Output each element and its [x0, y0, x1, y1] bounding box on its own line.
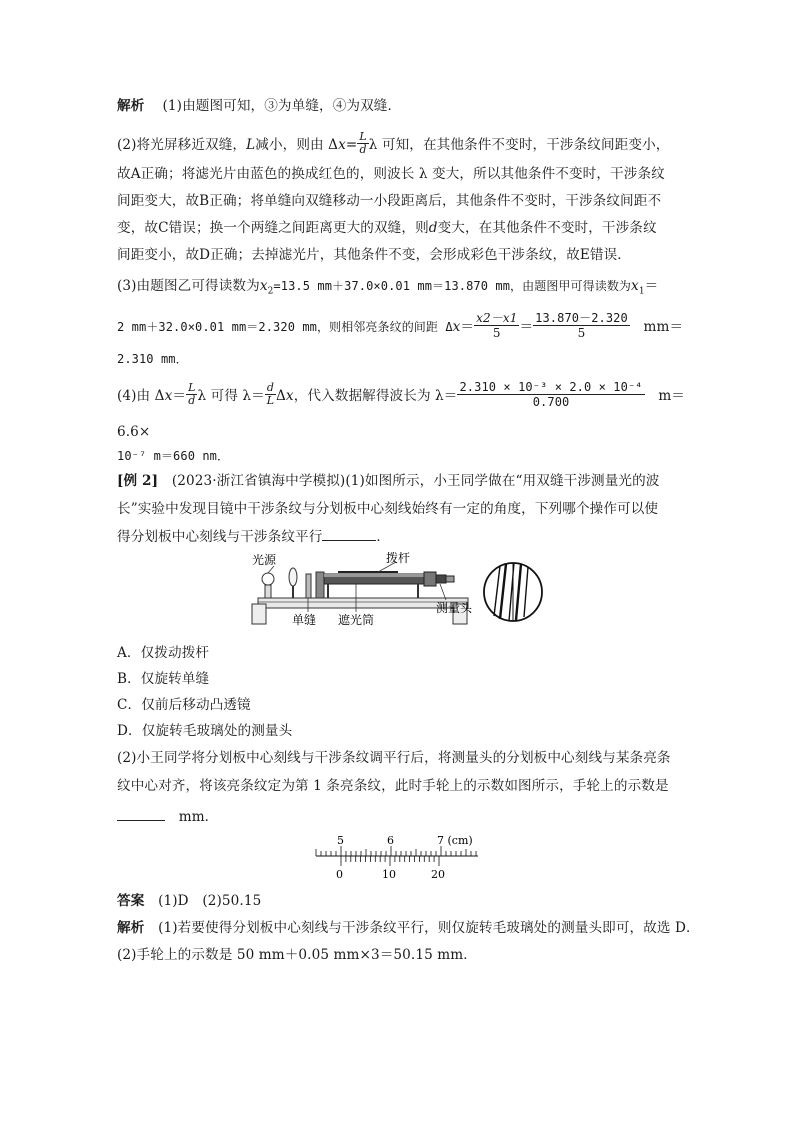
answer-text: (1)D (2)50.15: [158, 893, 262, 909]
var-x: x: [164, 388, 173, 404]
analysis1-line11: 6.6×: [117, 424, 151, 440]
frac-den: d: [359, 143, 367, 156]
example-label: [例 2]: [117, 473, 159, 489]
example2-line1: [117, 471, 679, 491]
bench-leg-left: [252, 604, 266, 624]
subscript: 2: [267, 286, 274, 297]
text-run: 变大，在其他条件不变时，干涉条纹: [437, 220, 657, 236]
text-run: (2)将光屏移近双缝，: [117, 137, 247, 153]
text-run: (3)由题图乙可得读数为: [117, 278, 260, 294]
fraction-L-over-d: [186, 382, 197, 407]
text-run: ＝: [460, 319, 475, 335]
example2-line2: 长”实验中发现目镜中干涉条纹与分划板中心刻线始终有一定的角度，下列哪个操作可以使: [117, 501, 659, 517]
text-run: (4)由 Δ: [117, 388, 165, 404]
main-label-5: 5: [337, 834, 344, 847]
shade-tube-label: 遮光筒: [338, 613, 375, 627]
fraction-values: [533, 311, 630, 340]
example2-q2-line3: [117, 806, 679, 827]
answer-line: [117, 891, 679, 911]
frac-num: d: [266, 381, 274, 394]
example2-line3: [117, 526, 679, 547]
text-run: ＝: [644, 278, 659, 294]
subscript: 1: [638, 286, 645, 297]
option-c[interactable]: C．仅前后移动凸透镜: [117, 697, 251, 713]
text-run: Δ: [276, 388, 286, 404]
fraction-L-over-d: [357, 131, 368, 156]
option-b[interactable]: B．仅旋转单缝: [117, 671, 210, 687]
frac-num: L: [359, 130, 367, 143]
text-run: λ 可知，在其他条件不变时，干涉条纹间距变小，: [368, 137, 670, 153]
example2-q2-line2: 纹中心对齐，将该亮条纹定为第 1 条亮条纹，此时手轮上的示数如图所示，手轮上的示数是: [117, 778, 669, 794]
text-run: 变，故C错误；换一个两缝之间距离更大的双缝，则: [117, 220, 429, 236]
text-run: mm＝: [643, 319, 684, 335]
single-slit-label: 单缝: [292, 613, 317, 627]
text-run: m＝: [658, 388, 685, 404]
frac-den: 5: [577, 326, 586, 340]
text-run: 减小，则由 Δ: [255, 137, 339, 153]
analysis1-line9: 2.310 mm．: [117, 352, 188, 366]
var-x: x: [259, 278, 268, 294]
option-a[interactable]: A．仅拨动拨杆: [117, 645, 210, 661]
analysis1-line8: [117, 311, 684, 342]
analysis1-line10: [117, 380, 685, 411]
option-d[interactable]: D．仅旋转毛玻璃处的测量头: [117, 723, 293, 739]
analysis1-line12: 10⁻⁷ m＝660 nm．: [117, 449, 230, 463]
light-source-label: 光源: [252, 553, 277, 567]
analysis-label: 解析: [117, 920, 145, 936]
answer-blank[interactable]: [117, 806, 165, 821]
var-x: x: [631, 278, 639, 294]
frac-num: x2－x1: [476, 311, 518, 325]
var-x: x: [452, 319, 461, 335]
analysis1-p1: (1)由题图可知，③为单缝，④为双缝．: [162, 98, 402, 114]
bulb-stand: [265, 585, 271, 598]
caliper-vernier-scale: [341, 856, 439, 866]
single-slit-holder: [306, 574, 311, 598]
caliper-figure: [312, 832, 482, 882]
analysis2-line2: (2)手轮上的示数是 50 mm＋0.05 mm×3＝50.15 mm．: [117, 947, 477, 963]
text-run: =: [345, 137, 358, 153]
fraction-wavelength: [457, 380, 644, 409]
vernier-label-10: 10: [382, 868, 396, 881]
frac-num: L: [188, 381, 196, 394]
apparatus-figure: [248, 552, 548, 632]
example2-q2-line1: (2)小王同学将分划板中心刻线与干涉条纹调平行后，将测量头的分划板中心刻线与某条亮条: [117, 750, 671, 766]
frac-den: L: [266, 394, 275, 407]
eyepiece-view: [484, 563, 542, 621]
caliper-main-scale: [316, 846, 476, 856]
text-run: =13.5 mm＋37.0×0.01 mm＝13.870 mm，由题图甲可得读数为: [273, 279, 632, 293]
answer-blank[interactable]: [322, 526, 376, 541]
frac-num: 2.310 × 10⁻³ × 2.0 × 10⁻⁴: [459, 380, 643, 394]
main-label-6: 6: [387, 834, 394, 847]
text-run: ，代入数据解得波长为 λ＝: [293, 388, 458, 404]
fraction-d-over-L: [265, 382, 276, 407]
analysis1-line3: 故A正确；将滤光片由蓝色的换成红色的，则波长 λ 变大，所以其他条件不变时，干涉条纹: [117, 166, 665, 182]
analysis1-line4: 间距变大，故B正确；将单缝向双缝移动一小段距离后，其他条件不变时，干涉条纹间距不: [117, 193, 662, 209]
analysis1-line6: 间距变小，故D正确；去掉滤光片，其他条件不变，会形成彩色干涉条纹，故E错误．: [117, 247, 631, 263]
var-x: x: [338, 137, 346, 153]
text-run: 2 mm＋32.0×0.01 mm＝2.320 mm，则相邻亮条纹的间距 Δ: [117, 320, 453, 334]
text-run: (2023·浙江省镇海中学模拟)(1)如图所示，小王同学做在“用双缝干涉测量光的波: [171, 473, 660, 489]
analysis1-line1: [117, 96, 679, 116]
text-run: ＝: [172, 388, 187, 404]
bulb-icon: [262, 573, 274, 585]
fraction-x2-x1: [474, 311, 519, 340]
main-label-7: 7 (cm): [437, 834, 473, 847]
analysis1-line7: [117, 276, 679, 302]
text-run: (1)若要使得分划板中心刻线与干涉条纹平行，则仅旋转毛玻璃处的测量头即可，故选 D．: [158, 920, 700, 936]
lever-label: 拨杆: [386, 552, 411, 565]
var-L: L: [246, 137, 256, 153]
analysis1-line5: [117, 218, 679, 238]
lens-icon: [289, 568, 297, 586]
frac-num: 13.870－2.320: [535, 311, 628, 325]
vernier-label-0: 0: [336, 868, 343, 881]
frac-den: d: [188, 394, 196, 407]
analysis-label: 解析: [117, 98, 145, 114]
measuring-head: [424, 572, 436, 586]
vernier-label-20: 20: [431, 868, 445, 881]
measuring-head-label: 测量头: [436, 601, 473, 615]
text-run: ＝: [519, 319, 534, 335]
var-d: d: [428, 220, 438, 236]
text-run: ．: [376, 529, 391, 545]
text-run: 得分划板中心刻线与干涉条纹平行: [117, 529, 323, 545]
frac-den: 5: [492, 326, 501, 340]
text-run: λ 可得 λ＝: [197, 388, 265, 404]
frac-den: 0.700: [532, 395, 570, 409]
double-slit-holder: [316, 572, 324, 598]
answer-label: 答案: [117, 893, 145, 909]
text-run: mm．: [178, 809, 219, 825]
analysis1-line2: [117, 130, 679, 158]
var-x: x: [285, 388, 294, 404]
analysis2-line1: [117, 918, 700, 938]
